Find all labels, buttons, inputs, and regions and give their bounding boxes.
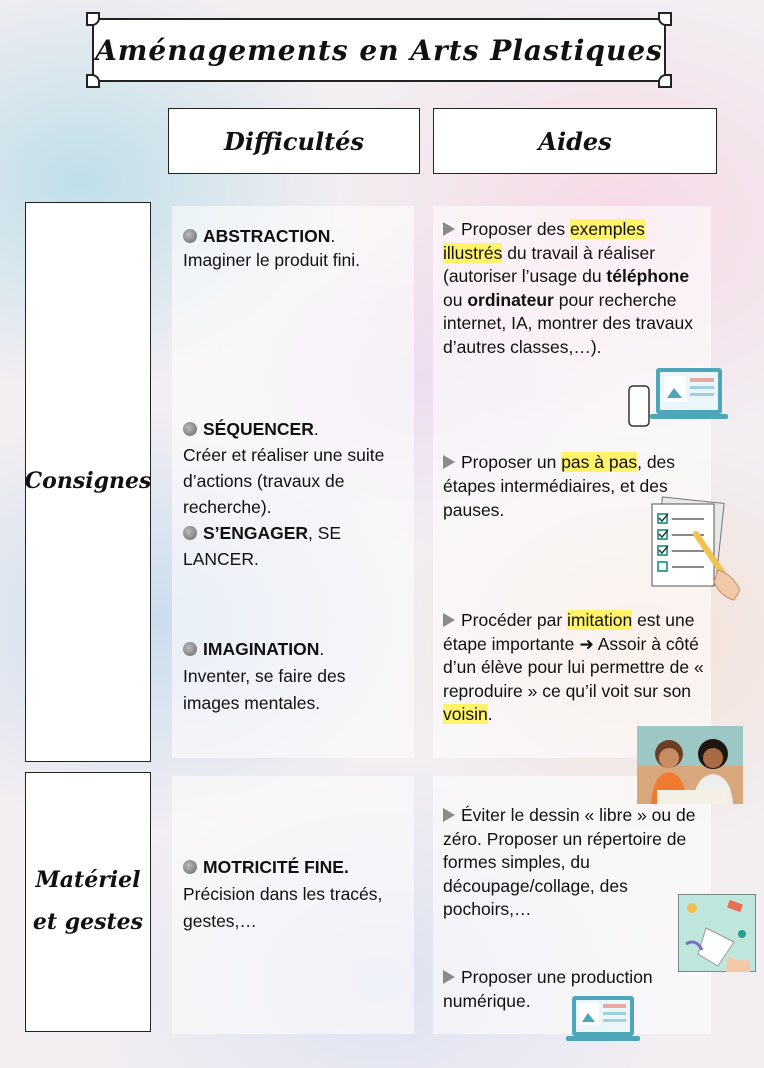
laptop-illustration (566, 994, 640, 1046)
page-title: Aménagements en Arts Plastiques (95, 33, 663, 67)
header-aids (433, 108, 717, 174)
section-materiel-label-1: Matériel (35, 867, 141, 894)
section-materiel-label-2: et gestes (32, 909, 144, 935)
bullet-icon (183, 526, 197, 540)
aid-digital: Proposer une production numérique. (443, 967, 653, 1011)
header-difficulties (168, 108, 420, 174)
bullet-icon (183, 229, 197, 243)
bullet-icon (183, 860, 197, 874)
triangle-bullet-icon (443, 222, 455, 236)
phone-laptop-illustration (626, 366, 730, 430)
bullet-icon (183, 422, 197, 436)
difficulty-motricite: MOTRICITÉ FINE. Précision dans les tracés, gestes,… (183, 857, 383, 931)
triangle-bullet-icon (443, 455, 455, 469)
checklist-illustration (646, 496, 744, 602)
header-difficulties-label: Difficultés (224, 126, 364, 156)
header-aids-label: Aides (538, 126, 612, 156)
aid-examples: Proposer des exemples illustrés du travail à réaliser (autoriser l’usage du téléphone ou ordinateur pour recherche internet, IA, montrer des travaux d’autres classes,…). (443, 219, 693, 357)
section-consignes-label: Consignes (24, 468, 152, 495)
triangle-bullet-icon (443, 613, 455, 627)
difficulty-abstraction: ABSTRACTION. Imaginer le produit fini. (183, 226, 361, 270)
bullet-icon (183, 642, 197, 656)
section-materiel (25, 772, 151, 1032)
triangle-bullet-icon (443, 970, 455, 984)
section-consignes (25, 202, 151, 762)
triangle-bullet-icon (443, 808, 455, 822)
collage-illustration (678, 894, 756, 972)
title-frame (92, 18, 666, 82)
aid-imitation: Procéder par imitation est une étape importante ➜ Assoir à côté d’un élève pour lui permettre de « reproduire » ce qu’il voit sur son voisin. (443, 610, 704, 724)
aid-shapes: Éviter le dessin « libre » ou de zéro. Proposer un répertoire de formes simples, du découpage/collage, des pochoirs,… (443, 805, 696, 919)
aid-step-by-step: Proposer un pas à pas, des étapes intermédiaires, et des pauses. (443, 452, 676, 520)
difficulty-imagination: IMAGINATION. Inventer, se faire des images mentales. (183, 639, 346, 713)
difficulty-sequencer: SÉQUENCER. Créer et réaliser une suite d’actions (travaux de recherche). S’ENGAGER, SE LANCER. (183, 419, 385, 569)
children-drawing-illustration (637, 726, 743, 804)
